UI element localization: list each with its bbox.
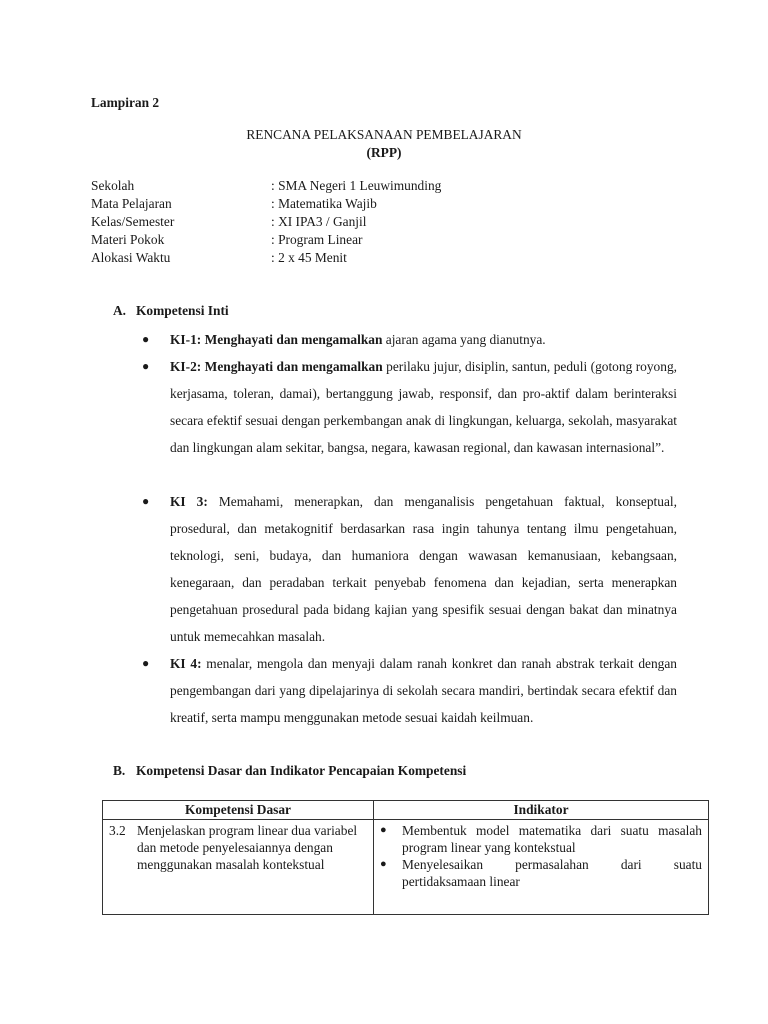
section-b-heading: [113, 763, 466, 779]
table-header-kd: Kompetensi Dasar: [103, 801, 374, 820]
ki-bold-lead: KI 3:: [170, 494, 208, 509]
section-b-title: Kompetensi Dasar dan Indikator Pencapaian Kompetensi: [136, 763, 467, 778]
indicator-text: Membentuk model matematika dari suatu masalah program linear yang kontekstual: [402, 823, 702, 855]
title-line-2: (RPP): [366, 145, 402, 160]
identity-value: : 2 x 45 Menit: [271, 250, 347, 265]
section-b-letter: B.: [113, 763, 126, 778]
ki-item: [142, 488, 677, 650]
section-a-letter: A.: [113, 303, 127, 318]
identity-row: [91, 195, 441, 213]
identity-row: [91, 249, 441, 267]
identity-key: Kelas/Semester: [91, 214, 175, 229]
ki-item: [142, 650, 677, 731]
identity-key: Sekolah: [91, 178, 135, 193]
kd-number: 3.2: [109, 823, 126, 838]
kd-text: Menjelaskan program linear dua variabel dan metode penyelesaiannya dengan menggunakan masalah kontekstual: [137, 823, 358, 872]
table-header-row: [103, 801, 709, 820]
table-row: [103, 820, 709, 915]
indicator-cell: [374, 820, 709, 915]
section-a-title: Kompetensi Inti: [136, 303, 229, 318]
identity-value: : XI IPA3 / Ganjil: [271, 214, 367, 229]
indicator-item: [380, 822, 702, 856]
ki-item: [142, 353, 677, 461]
identity-row: [91, 213, 441, 231]
ki-text: menalar, mengola dan menyaji dalam ranah konkret dan ranah abstrak terkait dengan pengembangan dari yang dipelajarinya di sekolah secara mandiri, bertindak secara efektif dan kreatif, serta mampu menggunakan metode sesuai kaidah keilmuan.: [170, 656, 677, 725]
ki-text: perilaku jujur, disiplin, santun, peduli (gotong royong, kerjasama, toleran, damai), bertanggung jawab, responsif, dan pro-aktif dalam berinteraksi secara efektif sesuai dengan perkembangan anak di lingkungan, keluarga, sekolah, masyarakat dan lingkungan alam sekitar, bangsa, negara, kawasan regional, dan kawasan internasional”.: [170, 359, 677, 455]
identity-value: : Program Linear: [271, 232, 363, 247]
bullet-icon: ●: [380, 858, 387, 870]
bullet-icon: ●: [142, 494, 150, 508]
identity-key: Alokasi Waktu: [91, 250, 171, 265]
ki-text: ajaran agama yang dianutnya.: [382, 332, 546, 347]
document-title: [0, 126, 768, 162]
ki-bold-lead: KI 4:: [170, 656, 202, 671]
ki-text: Memahami, menerapkan, dan menganalisis pengetahuan faktual, konseptual, prosedural, dan metakognitif berdasarkan rasa ingin tahunya tentang ilmu pengetahuan, teknologi, seni, budaya, dan humaniora dengan wawasan kemanusiaan, kebangsaan, kenegaraan, dan peradaban terkait penyebab fenomena dan kejadian, serta menerapkan pengetahuan prosedural pada bidang kajian yang spesifik sesuai dengan bakat dan minatnya untuk memecahkan masalah.: [170, 494, 677, 644]
identity-row: [91, 177, 441, 195]
ki-item: [142, 326, 677, 353]
title-line-1: RENCANA PELAKSANAAN PEMBELAJARAN: [246, 127, 522, 142]
bullet-icon: ●: [142, 359, 150, 373]
kd-cell: [103, 820, 374, 915]
indicator-item: [380, 856, 702, 890]
section-a-heading: [113, 303, 229, 319]
identity-row: [91, 231, 441, 249]
ki-bold-lead: KI-2: Menghayati dan mengamalkan: [170, 359, 383, 374]
lampiran-label: Lampiran 2: [91, 95, 160, 110]
identity-block: [91, 177, 441, 267]
table-header-indikator: Indikator: [374, 801, 709, 820]
identity-key: Mata Pelajaran: [91, 196, 172, 211]
indicator-text: Menyelesaikan permasalahan dari suatu pertidaksamaan linear: [402, 857, 702, 889]
ki-bold-lead: KI-1: Menghayati dan mengamalkan: [170, 332, 383, 347]
identity-value: : SMA Negeri 1 Leuwimunding: [271, 178, 442, 193]
bullet-icon: ●: [142, 332, 150, 346]
bullet-icon: ●: [380, 824, 387, 836]
bullet-icon: ●: [142, 656, 150, 670]
identity-key: Materi Pokok: [91, 232, 165, 247]
identity-value: : Matematika Wajib: [271, 196, 377, 211]
kd-indicator-table: [102, 800, 709, 915]
